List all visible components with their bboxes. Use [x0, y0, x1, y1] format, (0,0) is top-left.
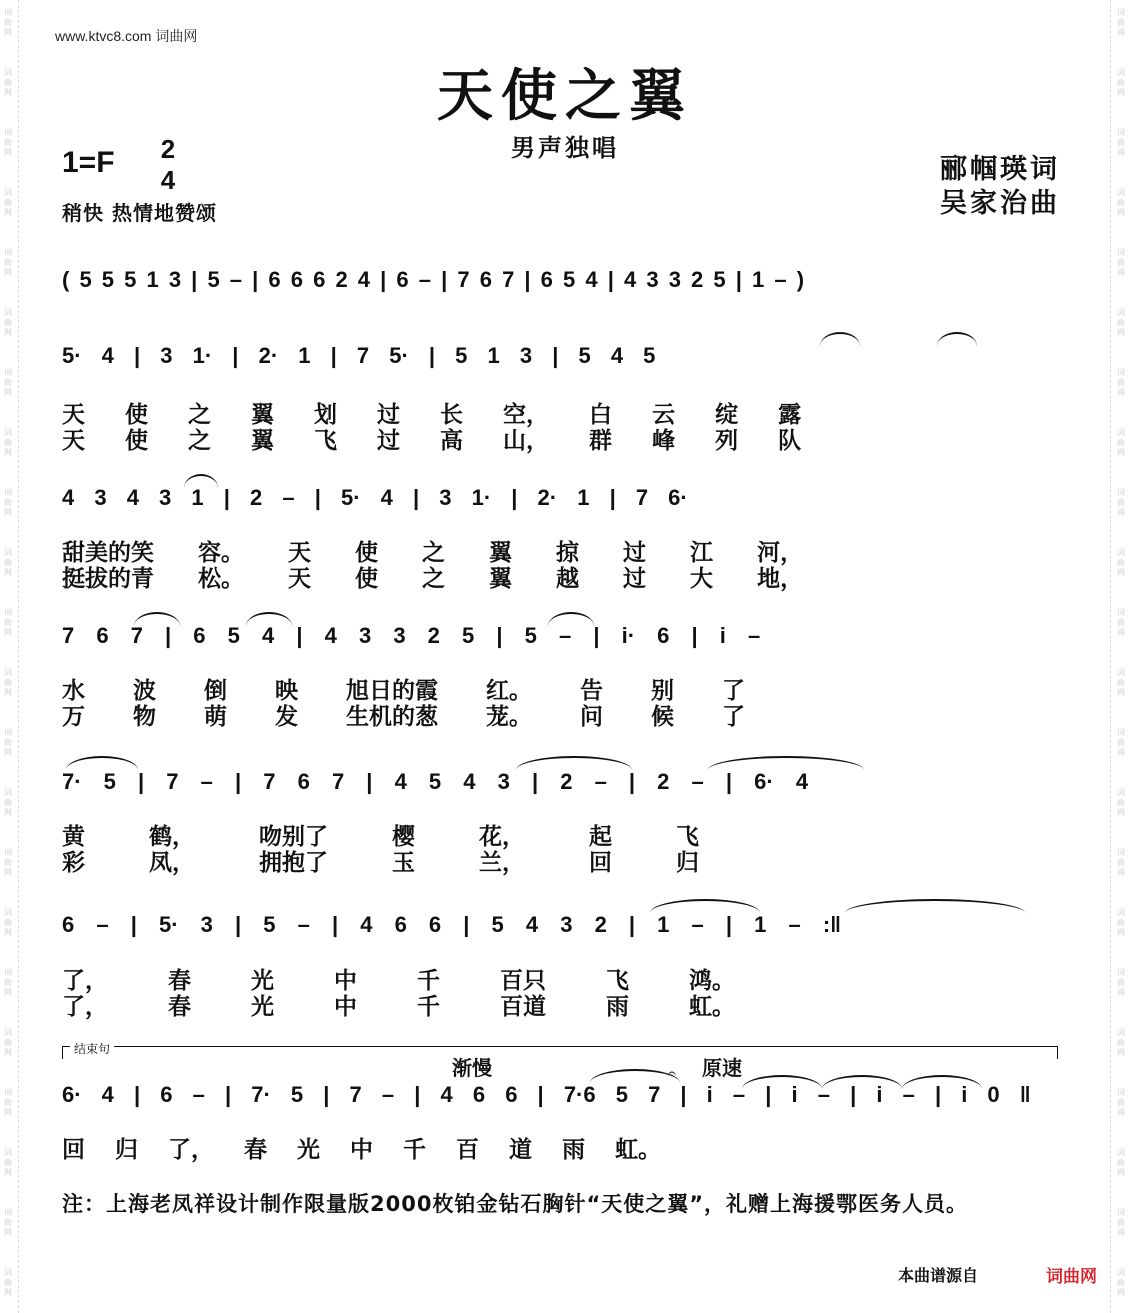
row1-lyric-verse1: 天 使 之 翼 划 过 长 空， 白 云 绽 露: [62, 402, 802, 428]
watermark-char: 词: [4, 128, 12, 137]
slur: [822, 1075, 902, 1089]
watermark-char: 曲: [1117, 798, 1125, 807]
row3-lyric-verse1: 水 波 倒 映 旭日的霞 红。 告 别 了: [62, 678, 746, 704]
watermark-char: 词: [4, 548, 12, 557]
row5-lyric-verse1: 了， 春 光 中 千 百只 飞 鸿。: [62, 968, 736, 994]
intro-notes: ( 5 5 5 1 3 | 5 – | 6 6 6 2 4 | 6 – | 7 6 7 | 6 5 4 | 4 3 3 2 5 | 1 – ): [62, 267, 806, 292]
watermark-char: 词: [1117, 548, 1125, 557]
watermark-char: 词: [4, 68, 12, 77]
watermark-char: 网: [1117, 928, 1125, 937]
watermark-char: 网: [4, 568, 12, 577]
watermark-char: 词: [4, 848, 12, 857]
fermata-icon: 𝄐: [668, 1066, 676, 1082]
watermark-char: 网: [4, 988, 12, 997]
watermark-char: 词: [4, 608, 12, 617]
watermark-char: 词: [4, 308, 12, 317]
slur: [845, 899, 1025, 913]
watermark-char: 词: [1117, 1088, 1125, 1097]
song-subtitle: 男声独唱: [511, 134, 619, 162]
slur: [708, 756, 864, 770]
watermark-char: 曲: [1117, 378, 1125, 387]
row2-lyric-verse2: 挺拔的青 松。 天 使 之 翼 越 过 大 地，: [62, 566, 804, 592]
watermark-char: 词: [4, 1268, 12, 1277]
row2-lyric-verse1: 甜美的笑 容。 天 使 之 翼 掠 过 江 河，: [62, 540, 804, 566]
watermark-char: 网: [4, 208, 12, 217]
watermark-char: 曲: [1117, 78, 1125, 87]
footnote: 注：上海老凤祥设计制作限量版2000枚铂金钻石胸针“天使之翼”，礼赠上海援鄂医务人员。: [62, 1192, 969, 1216]
watermark-char: 曲: [4, 1038, 12, 1047]
watermark-char: 词: [1117, 668, 1125, 677]
row2-notes: 4 3 4 3 1 | 2 – | 5· 4 | 3 1· | 2· 1 | 7 6·: [62, 485, 688, 510]
watermark-char: 词: [1117, 848, 1125, 857]
watermark-char: 网: [1117, 88, 1125, 97]
composer-credit: 吴家治曲: [940, 188, 1060, 219]
watermark-char: 曲: [1117, 18, 1125, 27]
slur: [937, 332, 977, 346]
watermark-char: 网: [4, 388, 12, 397]
coda-bracket-right: [1057, 1047, 1058, 1059]
song-title: 天使之翼: [437, 63, 693, 129]
coda-bracket: [62, 1046, 1058, 1059]
watermark-char: 曲: [4, 138, 12, 147]
watermark-char: 曲: [1117, 1038, 1125, 1047]
watermark-char: 网: [1117, 268, 1125, 277]
watermark-char: 曲: [4, 678, 12, 687]
watermark-char: 词: [1117, 488, 1125, 497]
watermark-char: 曲: [1117, 1218, 1125, 1227]
watermark-char: 曲: [1117, 438, 1125, 447]
watermark-char: 曲: [1117, 1278, 1125, 1287]
watermark-char: 曲: [4, 618, 12, 627]
watermark-char: 网: [1117, 568, 1125, 577]
site-url[interactable]: www.ktvc8.com 词曲网: [55, 28, 198, 44]
watermark-char: 曲: [4, 18, 12, 27]
row3-notes: 7 6 7 | 6 5 4 | 4 3 3 2 5 | 5 – | i· 6 | i –: [62, 623, 761, 648]
coda-notes: 6· 4 | 6 – | 7· 5 | 7 – | 4 6 6 | 7·6 5 7 | i – | i – | i – | i 0 ‖: [62, 1082, 1031, 1107]
watermark-char: 网: [1117, 208, 1125, 217]
watermark-char: 曲: [1117, 978, 1125, 987]
watermark-char: 网: [1117, 628, 1125, 637]
watermark-char: 网: [4, 268, 12, 277]
watermark-char: 曲: [1117, 138, 1125, 147]
watermark-char: 词: [4, 1028, 12, 1037]
watermark-char: 曲: [4, 858, 12, 867]
slur: [66, 756, 138, 770]
watermark-char: 网: [4, 88, 12, 97]
watermark-char: 词: [4, 788, 12, 797]
slur: [742, 1075, 822, 1089]
watermark-char: 词: [4, 248, 12, 257]
time-bottom: 4: [160, 165, 176, 195]
watermark-char: 曲: [1117, 198, 1125, 207]
watermark-char: 网: [4, 1108, 12, 1117]
watermark-char: 词: [1117, 608, 1125, 617]
watermark-char: 网: [4, 448, 12, 457]
slur: [902, 1075, 982, 1089]
watermark-char: 网: [1117, 328, 1125, 337]
watermark-char: 词: [1117, 308, 1125, 317]
watermark-char: 网: [1117, 1288, 1125, 1297]
watermark-char: 网: [1117, 1228, 1125, 1237]
coda-bracket-left: [62, 1047, 63, 1059]
watermark-char: 词: [4, 428, 12, 437]
watermark-char: 曲: [4, 438, 12, 447]
watermark-char: 词: [4, 8, 12, 17]
watermark-char: 词: [4, 368, 12, 377]
watermark-char: 网: [4, 628, 12, 637]
watermark-char: 网: [4, 748, 12, 757]
watermark-char: 网: [1117, 28, 1125, 37]
watermark-char: 网: [1117, 148, 1125, 157]
watermark-char: 词: [4, 968, 12, 977]
row4-lyric-verse2: 彩 凤， 拥抱了 玉 兰， 回 归: [62, 850, 700, 876]
watermark-char: 曲: [4, 738, 12, 747]
watermark-char: 曲: [1117, 1098, 1125, 1107]
watermark-char: 曲: [4, 318, 12, 327]
watermark-char: 网: [1117, 988, 1125, 997]
watermark-char: 曲: [4, 1278, 12, 1287]
watermark-char: 曲: [1117, 318, 1125, 327]
slur: [516, 756, 632, 770]
watermark-char: 网: [4, 1228, 12, 1237]
watermark-char: 词: [1117, 128, 1125, 137]
watermark-char: 词: [4, 188, 12, 197]
coda-label: 结束句: [70, 1040, 114, 1057]
key-signature: 1=F: [62, 146, 115, 179]
watermark-char: 曲: [4, 1098, 12, 1107]
watermark-char: 曲: [1117, 1158, 1125, 1167]
row1-notes: 5· 4 | 3 1· | 2· 1 | 7 5· | 5 1 3 | 5 4 5: [62, 343, 656, 368]
a-tempo-marking: 原速: [702, 1056, 742, 1080]
ritardando-marking: 渐慢: [452, 1056, 492, 1080]
slur: [134, 612, 180, 626]
watermark-char: 曲: [1117, 618, 1125, 627]
watermark-char: 曲: [4, 258, 12, 267]
watermark-char: 网: [4, 808, 12, 817]
left-border-line: [18, 0, 19, 1313]
row4-lyric-verse1: 黄 鹤， 吻别了 樱 花， 起 飞: [62, 824, 700, 850]
watermark-char: 网: [1117, 1108, 1125, 1117]
slur: [820, 332, 860, 346]
row3-lyric-verse2: 万 物 萌 发 生机的葱 茏。 问 候 了: [62, 704, 746, 730]
watermark-char: 词: [1117, 8, 1125, 17]
right-watermark-strip: [1113, 0, 1129, 1313]
watermark-char: 词: [1117, 248, 1125, 257]
slur: [184, 474, 218, 488]
watermark-char: 曲: [4, 978, 12, 987]
watermark-char: 网: [1117, 388, 1125, 397]
watermark-char: 词: [1117, 188, 1125, 197]
watermark-char: 网: [4, 328, 12, 337]
watermark-char: 词: [4, 1148, 12, 1157]
watermark-char: 网: [4, 508, 12, 517]
watermark-char: 曲: [1117, 918, 1125, 927]
watermark-char: 网: [1117, 1168, 1125, 1177]
lyricist-credit: 郦帼瑛词: [940, 154, 1060, 185]
watermark-char: 词: [1117, 428, 1125, 437]
watermark-char: 网: [1117, 868, 1125, 877]
watermark-char: 网: [4, 1048, 12, 1057]
time-signature: [154, 136, 182, 193]
slur: [246, 612, 292, 626]
watermark-char: 曲: [1117, 558, 1125, 567]
watermark-char: 词: [1117, 788, 1125, 797]
watermark-char: 词: [1117, 1208, 1125, 1217]
watermark-char: 网: [1117, 1048, 1125, 1057]
watermark-char: 词: [4, 908, 12, 917]
footer-source-text: 本曲谱源自: [898, 1266, 979, 1285]
tempo-marking: 稍快 热情地赞颂: [62, 201, 217, 225]
watermark-char: 词: [1117, 1028, 1125, 1037]
watermark-char: 词: [1117, 368, 1125, 377]
watermark-char: 曲: [4, 918, 12, 927]
left-watermark-strip: [0, 0, 16, 1313]
watermark-char: 网: [1117, 688, 1125, 697]
watermark-char: 词: [4, 728, 12, 737]
watermark-char: 网: [1117, 508, 1125, 517]
watermark-char: 词: [4, 1088, 12, 1097]
watermark-char: 词: [4, 488, 12, 497]
watermark-char: 网: [4, 1288, 12, 1297]
watermark-char: 曲: [4, 798, 12, 807]
watermark-char: 网: [4, 28, 12, 37]
watermark-char: 网: [1117, 448, 1125, 457]
watermark-char: 词: [1117, 1148, 1125, 1157]
watermark-char: 网: [4, 928, 12, 937]
watermark-char: 词: [1117, 1268, 1125, 1277]
watermark-char: 词: [1117, 908, 1125, 917]
watermark-char: 网: [4, 148, 12, 157]
watermark-char: 网: [4, 688, 12, 697]
watermark-char: 词: [1117, 728, 1125, 737]
watermark-char: 曲: [4, 378, 12, 387]
row5-notes: 6 – | 5· 3 | 5 – | 4 6 6 | 5 4 3 2 | 1 – | 1 – :‖: [62, 912, 842, 937]
watermark-char: 词: [1117, 968, 1125, 977]
watermark-char: 曲: [4, 558, 12, 567]
watermark-char: 曲: [4, 198, 12, 207]
watermark-char: 网: [1117, 808, 1125, 817]
slur: [650, 899, 760, 913]
row5-lyric-verse2: 了， 春 光 中 千 百道 雨 虹。: [62, 994, 736, 1020]
slur: [590, 1069, 680, 1083]
watermark-char: 词: [4, 1208, 12, 1217]
watermark-char: 曲: [1117, 678, 1125, 687]
watermark-char: 曲: [1117, 858, 1125, 867]
time-top: 2: [160, 134, 176, 164]
watermark-char: 曲: [4, 78, 12, 87]
watermark-char: 曲: [4, 1158, 12, 1167]
watermark-char: 曲: [4, 498, 12, 507]
row4-notes: 7· 5 | 7 – | 7 6 7 | 4 5 4 3 | 2 – | 2 – | 6· 4: [62, 769, 809, 794]
slur: [548, 612, 594, 626]
coda-lyric: 回 归 了， 春 光 中 千 百 道 雨 虹。: [62, 1137, 662, 1163]
watermark-char: 词: [1117, 68, 1125, 77]
right-border-line: [1110, 0, 1111, 1313]
row1-lyric-verse2: 天 使 之 翼 飞 过 高 山， 群 峰 列 队: [62, 428, 802, 454]
watermark-char: 网: [4, 868, 12, 877]
watermark-char: 词: [4, 668, 12, 677]
watermark-char: 曲: [1117, 738, 1125, 747]
watermark-char: 网: [4, 1168, 12, 1177]
watermark-char: 曲: [1117, 258, 1125, 267]
footer-logo-link[interactable]: 词曲网: [1046, 1267, 1097, 1287]
watermark-char: 网: [1117, 748, 1125, 757]
watermark-char: 曲: [4, 1218, 12, 1227]
watermark-char: 曲: [1117, 498, 1125, 507]
